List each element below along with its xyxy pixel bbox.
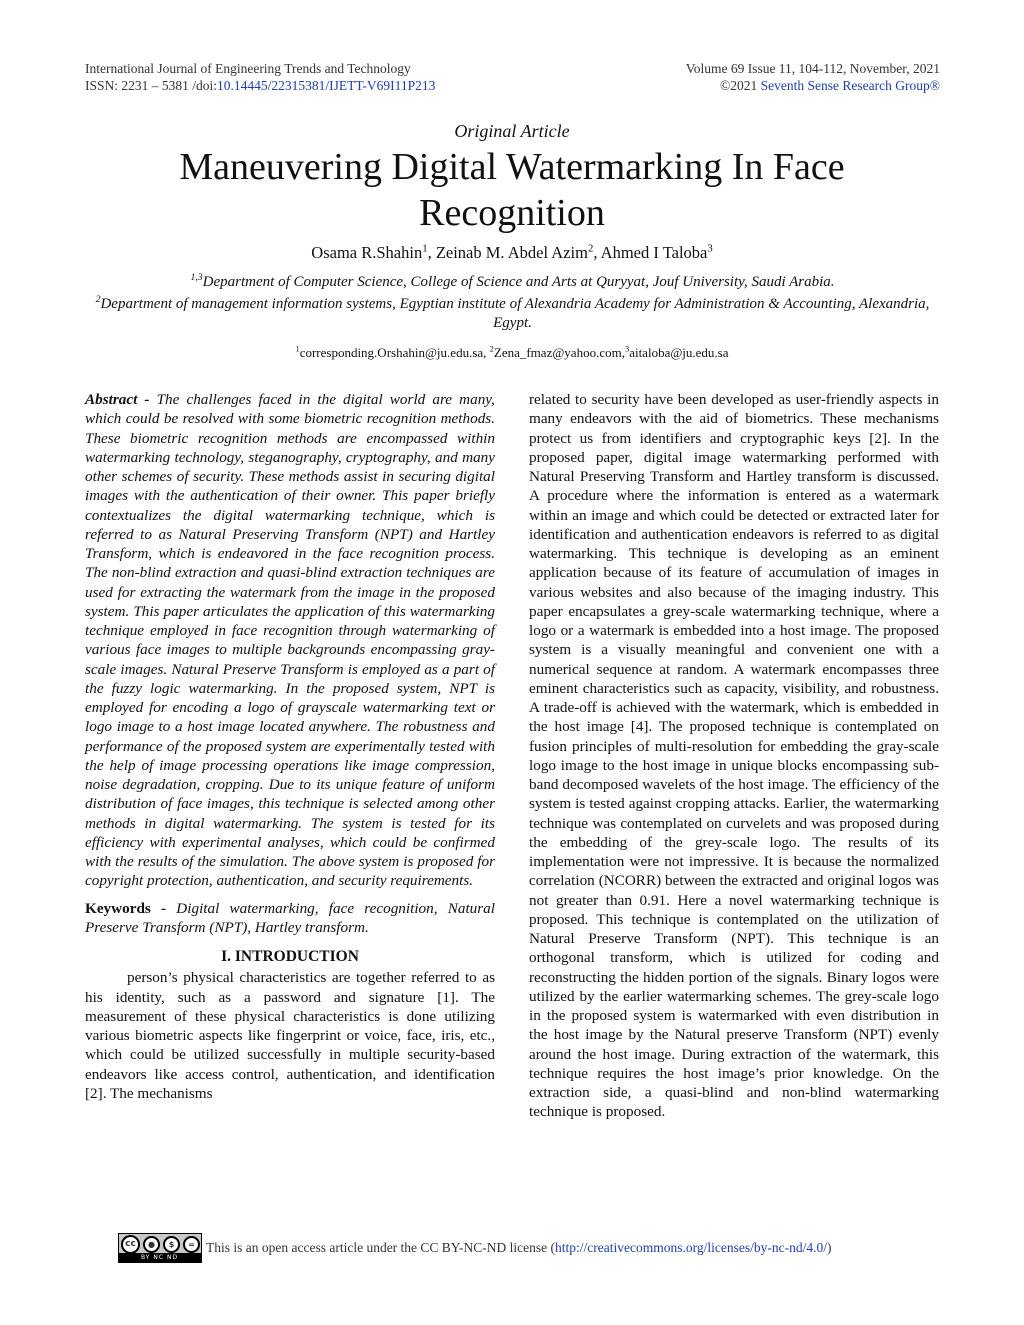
author-sup: 1 — [422, 242, 428, 255]
keywords — [85, 899, 495, 938]
copyright-line — [686, 77, 940, 94]
author-name: Ahmed I Taloba — [600, 243, 708, 262]
affiliation-text: Department of management information systems, Egyptian institute of Alexandria Academy for Administration & Accounting, Alexandria, Egypt. — [100, 296, 930, 331]
email-address[interactable]: aitaloba@ju.edu.sa — [629, 345, 729, 360]
affiliation-1 — [85, 273, 940, 292]
right-column — [529, 390, 939, 1122]
affiliation-sup: 1,3 — [190, 272, 203, 283]
abstract-text: The challenges faced in the digital world are many, which could be resolved with some biometric recognition methods. These biometric recognition methods are encompassed within watermarking technology, steganography, cryptography, and many other schemes of security. These methods assist in securing digital images with the authentication of their owner. This paper briefly contextualizes the digital watermarking technique, which is referred to as Natural Preserving Transform (NPT) and Hartley Transform, which is endeavored in the face recognition process. The non-blind extraction and quasi-blind extraction techniques are used for extracting the watermark from the image in the proposed system. This paper articulates the application of this watermarking technique employed in face recognition through watermarking of various face images to multiple backgrounds encompassing gray-scale images. Natural Preserve Transform is employed as a part of the fuzzy logic watermarking. In the proposed system, NPT is employed for encoding a logo of grayscale watermarking text or logo image to a host image located anywhere. The robustness and performance of the proposed system are experimentally tested with the help of image processing operations like image compression, noise degradation, cropping. Due to its unique feature of uniform distribution of face images, this technique is selected among other methods in digital watermarking. The system is tested for its efficiency with experimental analyses, which could be confirmed with the results of the simulation. The above system is proposed for copyright protection, authentication, and security requirements. — [85, 391, 495, 890]
cc-license-badge[interactable] — [118, 1233, 202, 1263]
license-text: This is an open access article under the CC BY-NC-ND license ( — [206, 1240, 556, 1255]
issn-doi-line — [85, 77, 435, 94]
author-separator: , — [593, 243, 601, 262]
journal-header — [85, 60, 435, 94]
left-column — [85, 390, 495, 1103]
affiliation-text: Department of Computer Science, College of Science and Arts at Quryyat, Jouf University, Saudi Arabia. — [202, 274, 835, 290]
volume-info: Volume 69 Issue 11, 104-112, November, 2021 — [685, 61, 940, 76]
abstract — [85, 390, 495, 891]
volume-header — [686, 60, 940, 94]
affiliation-sup: 2 — [95, 294, 101, 305]
intro-paragraph-start: person’s physical characteristics are together referred to as his identity, such as a password and signature [1]. The measurement of these physical characteristics is done utilizing various biometric aspects like fingerprint or voice, face, iris, etc., which could be utilized successfully in multiple security-based endeavors like access control, authentication, and identification [2]. The mechanisms — [85, 969, 495, 1102]
cc-icon: cc — [121, 1235, 140, 1254]
copyright-year: ©2021 — [720, 78, 761, 93]
author-list — [0, 243, 1024, 263]
email-address[interactable]: corresponding.Orshahin@ju.edu.sa, — [299, 345, 490, 360]
author-name: Zeinab M. Abdel Azim — [435, 243, 588, 262]
author-sup: 2 — [587, 242, 594, 255]
keywords-text: Digital watermarking, face recognition, Natural Preserve Transform (NPT), Hartley transform. — [85, 899, 495, 936]
noncommercial-icon: $ — [163, 1236, 180, 1253]
issn-label: ISSN: 2231 – 5381 /doi: — [85, 78, 218, 93]
author-sup: 3 — [707, 242, 713, 255]
email-sup: 3 — [624, 343, 630, 354]
license-text-end: ) — [826, 1240, 832, 1255]
doi-link[interactable]: 10.14445/22315381/IJETT-V69I11P213 — [217, 78, 436, 93]
author-name: Osama R.Shahin — [311, 243, 423, 262]
email-sup: 1 — [295, 343, 300, 354]
publisher-link[interactable]: Seventh Sense Research Group® — [760, 78, 940, 93]
intro-paragraph-continued: related to security have been developed as user-friendly aspects in many endeavors with the aid of biometrics. These mechanisms protect us from identifiers and cryptographic keys [2]. In the proposed paper, digital image watermarking performed with Natural Preserving Transform and Hartley transform is discussed. A procedure where the information is entered as a watermark within an image and which could be detected or extracted later for identification and authentication endeavors is referred to as digital watermarking. This technique is developing as an eminent application because of its feature of accumulation of images in various websites and also because of the imaging industry. This paper encapsulates a grey-scale watermarking technique, where a logo or a watermark is embedded into a host image. The proposed system is a visually meaningful and convenient one with a numerical sequence at random. A watermark encompasses three eminent characteristics such as capacity, visibility, and robustness. A trade-off is achieved with the watermark, which is embedded in the host image [4]. The proposed technique is contemplated on fusion principles of multi-resolution for embedding the gray-scale logo image to the host image in unique blocks encompassing sub-band decomposed wavelets of the host image. The efficiency of the system is tested against cropping attacks. Earlier, the watermarking technique was contemplated on curvelets and was proposed during the embedding of the grey-scale logo. The results of its implementation were not impressive. It is because the normalized correlation (NCORR) between the extracted and original logos was not greater than 0.91. Here a novel watermarking technique is proposed. This technique is contemplated on the utilization of Natural Preserve Transform (NPT). This technique is an orthogonal transform, which is utilized for coding and reconstructing the hidden portion of the signals. Binary logos were utilized by the earlier watermarking schemes. The grey-scale logo in the proposed system is watermarked with even distribution in the host image by the Natural preserve Transform (NPT) evenly around the host image. During extraction of the watermark, this technique requires the host image’s prior knowledge. On the extraction side, a quasi-blind and non-blind watermarking technique is proposed. — [529, 391, 939, 1121]
noderivatives-icon: = — [183, 1236, 200, 1253]
license-link[interactable]: http://creativecommons.org/licenses/by-nc-nd/4.0/ — [555, 1240, 827, 1255]
article-type: Original Article — [454, 121, 570, 141]
paper-title: Maneuvering Digital Watermarking In Face Recognition — [179, 146, 845, 234]
attribution-icon: ● — [143, 1236, 160, 1253]
license-footer — [118, 1233, 831, 1263]
keywords-label: Keywords - — [85, 899, 177, 917]
email-address[interactable]: Zena_fmaz@yahoo.com, — [493, 345, 625, 360]
abstract-label: Abstract - — [85, 391, 157, 408]
email-sup: 2 — [489, 343, 494, 354]
journal-name: International Journal of Engineering Trends and Technology — [85, 61, 411, 76]
cc-badge-labels: BY NC ND — [119, 1253, 201, 1262]
author-separator: , — [427, 243, 436, 262]
affiliation-2 — [85, 295, 940, 333]
email-list — [0, 345, 1024, 361]
section-heading-introduction: I. INTRODUCTION — [221, 948, 359, 965]
